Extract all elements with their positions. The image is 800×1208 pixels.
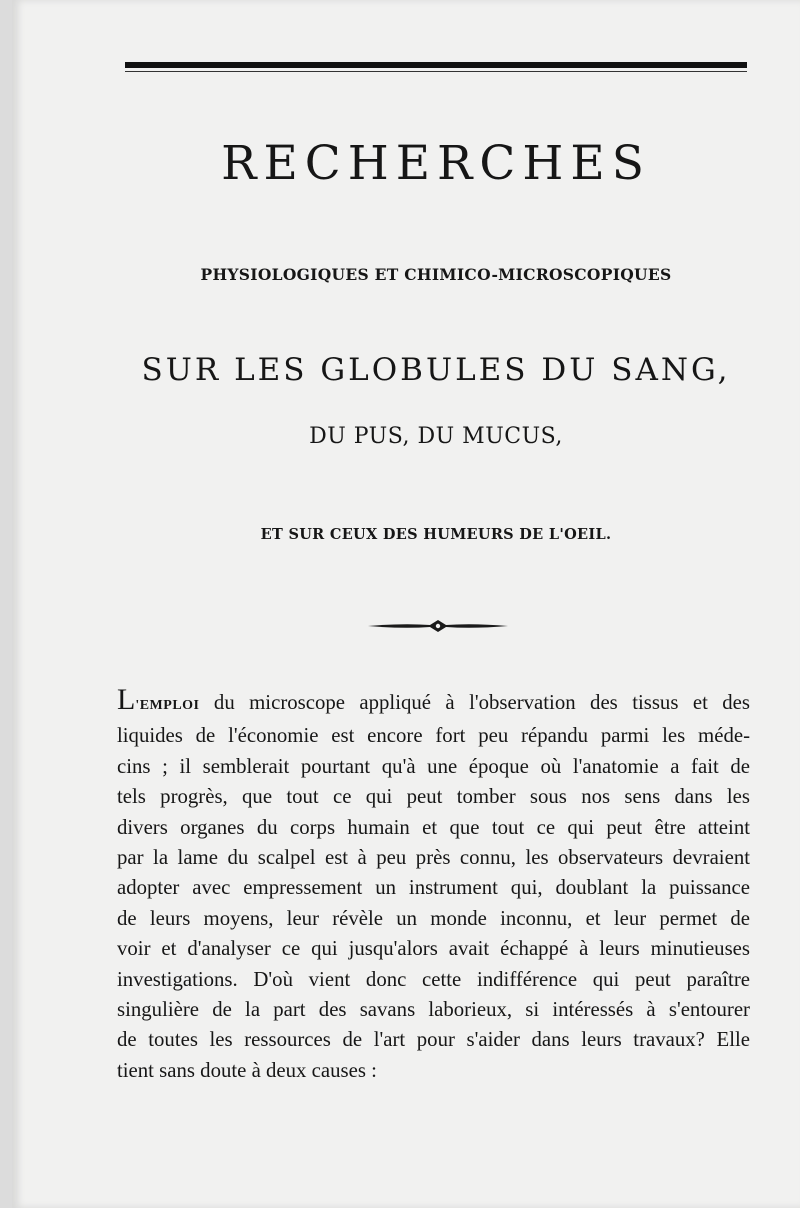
body-line: voir et d'analyser ce qui jusqu'alors avait échappé à leurs minutieuses [117,937,750,961]
body-line-1-text: du microscope appliqué à l'observation des tissus et des [199,691,750,714]
body-line: singulière de la part des savans laborieux, si intéressés à s'entourer [117,998,750,1022]
subtitle-pus-mucus: DU PUS, DU MUCUS, [309,424,563,449]
subtitle-humeurs: ET SUR CEUX DES HUMEURS DE L'OEIL. [260,526,612,543]
smallcaps-word: 'EMPLOI [135,698,200,713]
body-line: investigations. D'où vient donc cette indifférence qui peut paraître [117,967,750,991]
dropcap-letter: L [117,683,136,716]
page-left-margin [0,0,12,1208]
body-line: tient sans doute à deux causes : [117,1058,377,1082]
body-line: tels progrès, que tout ce qui peut tomber sous nos sens dans les [117,785,750,809]
body-line: divers organes du corps humain et que tout ce qui peut être atteint [117,815,750,839]
body-line: de toutes les ressources de l'art pour s'aider dans leurs travaux? Elle [117,1028,750,1052]
subtitle-physiologiques: PHYSIOLOGIQUES ET CHIMICO-MICROSCOPIQUES [200,265,672,284]
body-line: liquides de l'économie est encore fort peu répandu parmi les méde- [117,724,750,748]
top-rule-thin [125,71,747,72]
body-line: de leurs moyens, leur révèle un monde inconnu, et leur permet de [117,906,750,930]
body-line: adopter avec empressement un instrument qui, doublant la puissance [117,876,750,900]
top-rule [125,62,747,68]
body-paragraph [117,683,750,1086]
body-line-1 [117,683,750,721]
subtitle-globules: SUR LES GLOBULES DU SANG, [141,352,731,388]
page-title: RECHERCHES [221,136,651,191]
body-line: par la lame du scalpel est à peu près connu, les observateurs devraient [117,846,750,870]
ornament-divider [368,618,508,634]
body-line: cins ; il semblerait pourtant qu'à une époque où l'anatomie a fait de [117,754,750,778]
